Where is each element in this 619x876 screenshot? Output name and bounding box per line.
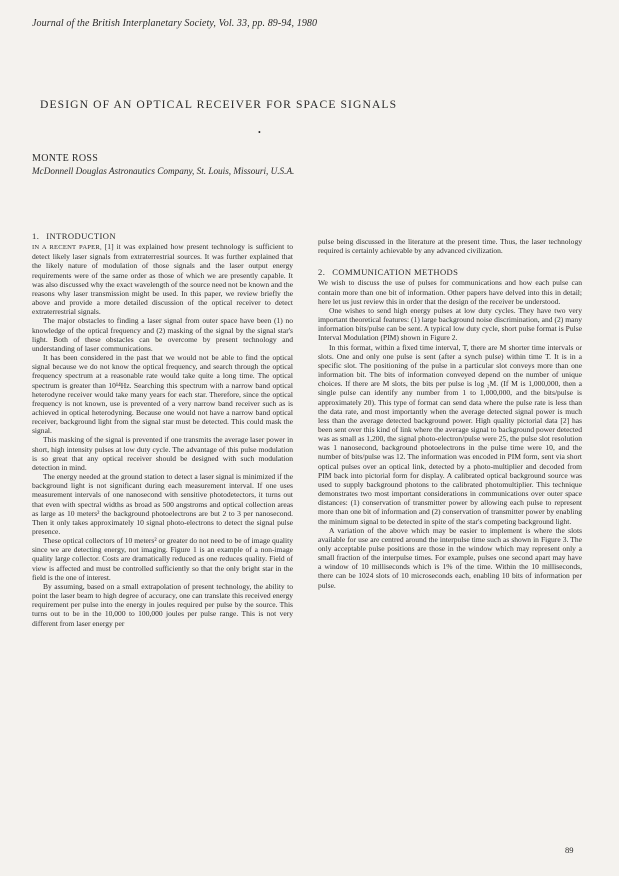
author-name: MONTE ROSS [32, 153, 99, 164]
section-1-paragraph-3: It has been considered in the past that we would not be able to find the optical signal because we do not know the optical frequency, and search through the optical frequency spectrum at a reasonable rate would take quite a long time. The optical spectrum is greater than 10¹⁴Hz. Searching this spectrum with a narrow band optical heterodyne receiver would take many years for each star. Therefore, since the optical frequency is not known, use is prevented of a very narrow band receiver such as is achieved in optical heterodyning. Because one would not have a narrow band optical receiver, background light from the signal star must be detected. This could mask the signal. [32, 353, 293, 436]
section-1-paragraph-7: By assuming, based on a small extrapolation of present technology, the ability to point the laser beam to high degree of accuracy, one can translate this received energy requirement per pulse into the energy in joules required per pulse by the source. This turns out to be in the 10,000 to 100,000 joules per pulse range. This is not very different from laser energy per [32, 581, 293, 628]
section-2-paragraph-2: One wishes to send high energy pulses at low duty cycles. They have two very important theoretical features: (1) large background noise discrimination, and (2) many information bits/pulse can be sent. A typical low duty cycle, short pulse format is Pulse Interval Modulation (PIM) shown in Figure 2. [318, 305, 582, 343]
section-1-paragraph-1 [32, 242, 293, 316]
journal-citation: Journal of the British Interplanetary Society, Vol. 33, pp. 89-94, 1980 [32, 18, 318, 29]
left-column [32, 232, 293, 628]
section-2-paragraph-3: In this format, within a fixed time interval, T, there are M shorter time intervals or slots. One and only one pulse is sent (after a synch pulse) within time T. It is in a specific slot. The positioning of the pulse in a particular slot conveys more than one information bit. The bits of information conveyed depend on the number of unique choices. If there are M slots, the bits per pulse is log ₂M. (If M is 1,000,000, then a single pulse can identify any number from 1 to 1,000,000, and the bits/pulse is approximately 20). This type of format can send data where the pulse rate is less than the data rate, and most importantly when the average detected signal power is much less than the average detected background power. High quality pictorial data [2] has been sent over this kind of link where the average signal to background power detected was as small as 1,200, the signal photo-electron/pulse were 25, the pulse slot resolution was 1 nanosecond, background photoelectrons in the pulse time were 10, and the number of bits/pulse was 12. The information was encoded in PIM form, sent via short optical pulses over an optical link, detected by a photo-multiplier and decoded from PIM back into pictorial form for display. A calibrated optical background source was used to supply background photons to the calibrated photomultiplier. This technique demonstrates two most important considerations in communications over outer space distances: (1) conservation of transmitter power by allowing each pulse to represent more than one bit of information and (2) conservation of transmitter power by enabling the minimum signal to be detected in spite of the star's competing background light. [318, 342, 582, 526]
section-1-paragraph-6: These optical collectors of 10 meters² or greater do not need to be of image quality since we are detecting energy, not imaging. Figure 1 is an example of a non-image quality large collector. Costs are dramatically reduced as one reduces quality. Field of view is affected and must be controlled sufficiently so that the only bright star in the field is the one of interest. [32, 536, 293, 582]
continued-paragraph: pulse being discussed in the literature at the present time. Thus, the laser technology required is certainly achievable by any advanced civilization. [318, 237, 582, 256]
article-title: DESIGN OF AN OPTICAL RECEIVER FOR SPACE SIGNALS [40, 98, 398, 111]
decorative-dot: • [258, 128, 261, 137]
section-2-paragraph-4: A variation of the above which may be easier to implement is where the slots available for use are centred around the interpulse time such as shown in Figure 3. The only acceptable pulse positions are those in the window which may represent only a small fraction of the interpulse times. For example, pulses one second apart may have a window of 10 milliseconds which is 1% of the time. Within the 10 milliseconds, there can be 1024 slots of 10 microseconds each, enabling 10 bits of information per pulse. [318, 525, 582, 590]
section-1-paragraph-2: The major obstacles to finding a laser signal from outer space have been (1) no knowledge of the optical frequency and (2) masking of the signal by the signal star's light. Both of these obstacles can be overcome by present technology and understanding of laser communications. [32, 316, 293, 353]
right-column [318, 237, 582, 590]
section-2-paragraph-1: We wish to discuss the use of pulses for communications and how each pulse can contain more than one bit of information. Other papers have delved into this in detail; here let us just review this in order that the design of the receiver be understood. [318, 278, 582, 306]
author-affiliation: McDonnell Douglas Astronautics Company, St. Louis, Missouri, U.S.A. [32, 166, 295, 176]
section-2-heading [318, 268, 582, 277]
section-2-title: COMMUNICATION METHODS [332, 267, 459, 278]
section-1-number: 1. [32, 231, 40, 241]
section-2-number: 2. [318, 267, 326, 278]
page-number: 89 [565, 845, 574, 855]
section-1-paragraph-5: The energy needed at the ground station to detect a laser signal is minimized if the background light is not significant during each measurement interval. If one uses measurement intervals of one nanosecond with sensitive photodetectors, it turns out that even with spectral widths as broad as 500 angstroms and optical collection areas as large as 10 meters² the background photoelectrons are but 2 to 3 per nanosecond. Then it only takes approximately 10 signal photo-electrons to detect the signal pulse presence. [32, 472, 293, 536]
section-1-title: INTRODUCTION [46, 231, 116, 241]
section-1-paragraph-4: This masking of the signal is prevented if one transmits the average laser power in short, high intensity pulses at low duty cycle. The advantage of this pulse modulation is so great that any optical receiver should be designed with such modulation detection in mind. [32, 435, 293, 472]
lead-smallcaps: IN A RECENT PAPER, [32, 244, 102, 252]
paragraph-text: [1] it was explained how present technology is sufficient to detect likely laser signals from extraterrestrial sources. It was further explained that the likely nature of modulation of those signals and the laser output energy requirements were of the same order as those of which we are presently capable. It was also discussed why the exact wavelength of the source need not be known and the reasons why laser transmission might be used. In this paper, we review briefly the above and provide a more detailed discussion of the optical receiver to detect extraterrestrial signals. [32, 242, 294, 317]
section-1-heading [32, 232, 293, 241]
